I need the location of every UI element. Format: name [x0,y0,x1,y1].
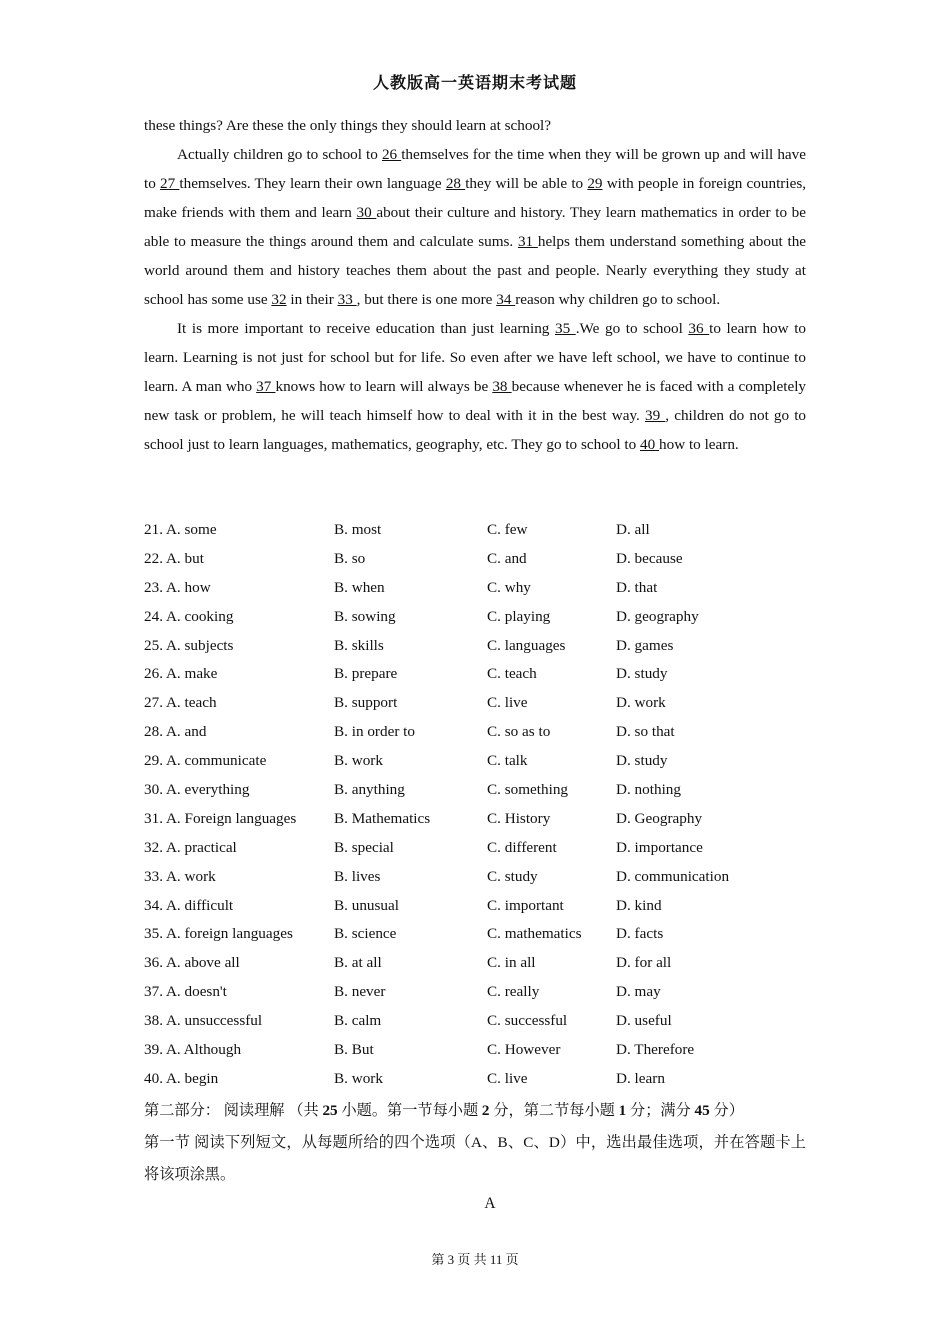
section-one-instruction: 第一节 阅读下列短文，从每题所给的四个选项（A、B、C、D）中，选出最佳选项，并在答题卡上将该项涂黑。 [144,1134,806,1183]
option-a: 25. A. subjects [144,636,234,654]
option-d: D. importance [616,838,703,856]
option-c: C. languages [487,636,566,654]
passage-paragraph-1 [144,140,806,314]
question-row [144,892,806,921]
passage-text: with people in foreign countries, make friends with them and learn [144,175,807,221]
answer-blank: 31 [517,233,538,250]
option-c: C. and [487,549,527,567]
passage-paragraph-2 [144,314,806,459]
question-row [144,718,806,747]
option-d: D. Geography [616,809,703,827]
option-b: B. prepare [334,665,398,683]
passage-text: to learn how to learn. Learning is not just for school but for life. So even after we have left school, we have to continue to learn. A man who [144,320,807,395]
option-c: C. mathematics [487,925,582,943]
option-d: D. that [616,578,658,596]
part-two-text: 分，第二节每小题 [489,1102,619,1119]
part-two-heading [144,1095,806,1127]
option-c: C. playing [487,607,551,625]
answer-blank: 28 [445,175,466,192]
answer-blank: 30 [356,204,377,221]
option-c: C. different [487,838,557,856]
option-c: C. in all [487,954,536,972]
option-a: 27. A. teach [144,694,217,712]
section-one-points: 2 [481,1102,490,1119]
passage-text: in their [286,291,338,308]
passage-text: themselves. They learn their own language [179,175,446,192]
question-row [144,776,806,805]
passage-text: because whenever he is faced with a completely new task or problem, he will teach himself how to deal with it in the best way. [144,378,807,424]
option-c: C. live [487,694,528,712]
option-a: 38. A. unsuccessful [144,1012,263,1030]
answer-blank: 40 [640,436,659,453]
question-row [144,574,806,603]
part-two-instructions [144,1095,806,1191]
part-two-text: 小题。第一节每小题 [337,1102,482,1119]
option-d: D. study [616,752,668,770]
passage-text: knows how to learn will always be [275,378,493,395]
option-b: B. in order to [334,723,415,741]
option-a: 33. A. work [144,867,216,885]
question-row [144,660,806,689]
answer-blank: 38 [492,378,512,395]
answer-blank: 34 [496,291,516,308]
passage-text: It is more important to receive education than just learning [177,320,555,337]
option-b: B. Mathematics [334,809,431,827]
passage-section-label: A [484,1195,496,1212]
option-c: C. teach [487,665,537,683]
answer-blank: 33 [337,291,357,308]
question-row [144,834,806,863]
option-c: C. really [487,983,540,1001]
question-count: 25 [322,1102,338,1119]
option-c: C. important [487,896,564,914]
option-a: 32. A. practical [144,838,237,856]
option-b: B. unusual [334,896,399,914]
option-c: C. few [487,521,528,538]
option-c: C. live [487,1069,528,1087]
option-d: D. games [616,636,674,654]
option-b: B. science [334,925,397,943]
passage-text: about their culture and history. They learn mathematics in order to be able to measure the things around them and calculate sums. [144,204,807,250]
passage-text: how to learn. [659,436,739,453]
question-row [144,545,806,574]
option-d: D. communication [616,867,730,885]
option-b: B. so [334,549,366,567]
question-row [144,978,806,1007]
option-b: B. at all [334,954,382,972]
answer-blank: 29 [587,175,603,192]
option-d: D. Therefore [616,1041,695,1059]
question-row [144,1065,806,1094]
option-d: D. for all [616,954,672,972]
option-b: B. anything [334,781,405,799]
answer-blank: 39 [644,407,666,424]
option-d: D. so that [616,723,675,741]
section-two-points: 1 [618,1102,627,1119]
option-d: D. because [616,549,683,567]
answer-blank: 35 [554,320,576,337]
question-row [144,689,806,718]
passage-text: , children do not go to school just to learn languages, mathematics, geography, etc. They go to school to [144,407,807,453]
option-a: 24. A. cooking [144,607,234,625]
question-row [144,516,806,545]
option-b: B. support [334,694,398,712]
option-b: B. calm [334,1012,382,1030]
question-row [144,863,806,892]
passage-text: reason why children go to school. [515,291,721,308]
option-a: 21. A. some [144,521,217,538]
passage-text: they will be able to [465,175,588,192]
option-a: 29. A. communicate [144,752,267,770]
option-b: B. most [334,521,382,538]
option-b: B. skills [334,636,384,654]
option-a: 30. A. everything [144,781,250,799]
option-d: D. nothing [616,781,681,799]
option-d: D. geography [616,607,699,625]
option-c: C. something [487,781,569,799]
passage-text: themselves for the time when they will be grown up and will have to [144,146,806,192]
question-row [144,603,806,632]
option-d: D. learn [616,1069,665,1087]
answer-blank: 32 [271,291,287,308]
option-d: D. study [616,665,668,683]
question-row [144,805,806,834]
passage-text: , but there is one more [356,291,497,308]
option-b: B. sowing [334,607,396,625]
option-d: D. useful [616,1012,672,1030]
option-d: D. work [616,694,666,712]
option-c: C. so as to [487,723,551,741]
passage-text: these things? Are these the only things they should learn at school? [144,117,552,134]
passage-text: .We go to school [575,320,689,337]
question-row [144,632,806,661]
option-b: B. never [334,983,386,1001]
option-b: B. work [334,752,383,770]
page-header-title: 人教版高一英语期末考试题 [372,75,577,92]
answer-blank: 26 [381,146,402,163]
passage-text: helps them understand something about the world around them and history teaches them about the past and people. Nearly everything they study at school has some use [144,233,807,308]
option-b: B. lives [334,867,381,885]
answer-blank: 36 [688,320,710,337]
option-a: 40. A. begin [144,1069,219,1087]
option-c: C. why [487,578,531,596]
option-b: B. work [334,1069,383,1087]
part-two-text: 分） [709,1102,744,1119]
option-a: 34. A. difficult [144,896,234,914]
passage-continuation [144,111,806,459]
passage-paragraph-0 [144,111,806,140]
question-row [144,949,806,978]
answer-blank: 27 [160,175,180,192]
option-d: D. facts [616,925,664,943]
option-a: 37. A. doesn't [144,983,227,1001]
option-c: C. talk [487,752,528,770]
question-row [144,1036,806,1065]
option-a: 22. A. but [144,549,204,567]
page-footer: 第 3 页 共 11 页 [431,1252,519,1267]
answer-blank: 37 [256,378,276,395]
part-two-text: 第二部分： 阅读理解 （共 [144,1102,323,1119]
option-a: 39. A. Although [144,1041,242,1059]
option-b: B. when [334,578,385,596]
option-c: C. successful [487,1012,568,1030]
option-c: C. History [487,809,551,827]
option-a: 36. A. above all [144,954,240,972]
question-row [144,1007,806,1036]
total-points: 45 [694,1102,710,1119]
option-a: 35. A. foreign languages [144,925,293,943]
option-d: D. kind [616,896,662,914]
option-c: C. study [487,867,538,885]
option-b: B. But [334,1041,374,1059]
option-d: D. all [616,521,650,538]
option-a: 28. A. and [144,723,207,741]
option-c: C. However [487,1041,561,1059]
option-a: 23. A. how [144,578,211,596]
option-a: 26. A. make [144,665,218,683]
part-two-text: 分；满分 [626,1102,695,1119]
passage-text: Actually children go to school to [177,146,382,163]
option-b: B. special [334,838,394,856]
option-a: 31. A. Foreign languages [144,809,297,827]
option-d: D. may [616,983,661,1001]
question-options-list [144,516,806,1094]
question-row [144,747,806,776]
question-row [144,920,806,949]
